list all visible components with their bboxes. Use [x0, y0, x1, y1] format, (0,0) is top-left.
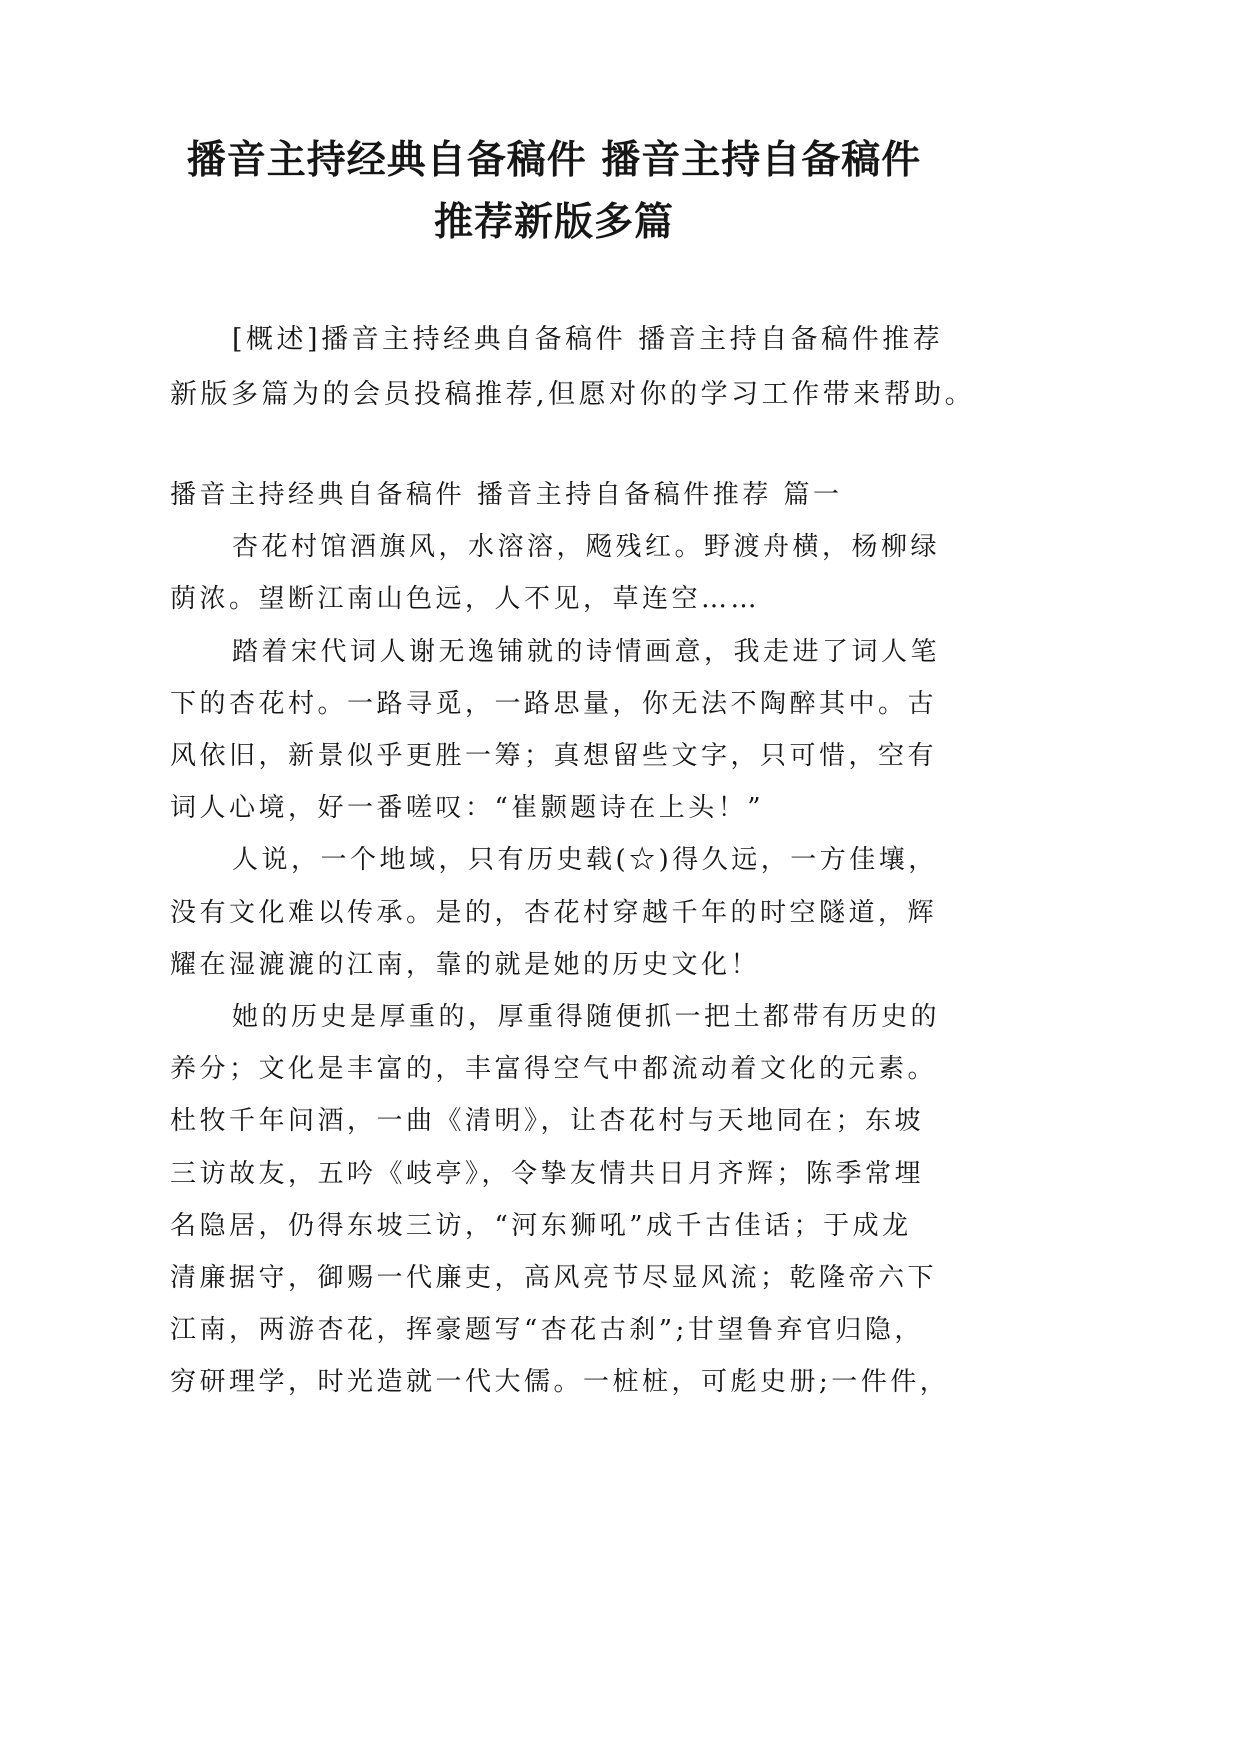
paragraph-line: 杏花村馆酒旗风，水溶溶，飏残红。野渡舟横，杨柳绿 [232, 532, 941, 563]
paragraph [170, 521, 1030, 625]
paragraph-line: 穷研理学，时光造就一代大儒。一桩桩，可彪史册;一件件， [170, 1367, 950, 1398]
paragraph-line: 清廉据守，御赐一代廉吏，高风亮节尽显风流；乾隆帝六下 [170, 1263, 938, 1294]
title-line: 播音主持经典自备稿件 播音主持自备稿件 [186, 137, 922, 183]
paragraph-line: 名隐居，仍得东坡三访，“河东狮吼”成千古佳话；于成龙 [170, 1210, 912, 1241]
summary-line: 新版多篇为的会员投稿推荐,但愿对你的学习工作带来帮助。 [170, 379, 976, 410]
document-title [0, 129, 1108, 253]
section-heading: 播音主持经典自备稿件 播音主持自备稿件推荐 篇一 [170, 480, 843, 510]
article-body [170, 469, 1030, 1409]
paragraph-line: 词人心境，好一番嗟叹：“崔颢题诗在上头！” [170, 793, 765, 824]
paragraph-line: 踏着宋代词人谢无逸铺就的诗情画意，我走进了词人笔 [232, 636, 941, 667]
summary-line: [概述]播音主持经典自备稿件 播音主持自备稿件推荐 [232, 324, 944, 355]
paragraph-line: 人说，一个地域，只有历史载(☆)得久远，一方佳壤， [232, 845, 938, 876]
paragraph-line: 风依旧，新景似乎更胜一筹；真想留些文字，只可惜，空有 [170, 741, 938, 772]
summary-paragraph [170, 312, 1030, 422]
paragraph-line: 三访故友，五吟《岐亭》，令挚友情共日月齐辉；陈季常埋 [170, 1158, 925, 1189]
paragraph [170, 626, 1030, 835]
paragraph-line: 她的历史是厚重的，厚重得随便抓一把土都带有历史的 [232, 1002, 941, 1033]
paragraph-line: 没有文化难以传承。是的，杏花村穿越千年的时空隧道，辉 [170, 897, 938, 928]
paragraph-line: 江南，两游杏花，挥豪题写“杏花古刹”;甘望鲁弃官归隐， [170, 1315, 924, 1346]
paragraph-line: 耀在湿漉漉的江南，靠的就是她的历史文化！ [170, 949, 761, 980]
paragraph-line: 养分；文化是丰富的，丰富得空气中都流动着文化的元素。 [170, 1054, 938, 1085]
paragraph [170, 991, 1030, 1409]
paragraph-line: 荫浓。望断江南山色远，人不见，草连空…… [170, 584, 761, 615]
paragraph-line: 杜牧千年问酒，一曲《清明》，让杏花村与天地同在；东坡 [170, 1106, 925, 1137]
paragraph [170, 834, 1030, 991]
paragraph-line: 下的杏花村。一路寻觅，一路思量，你无法不陶醉其中。古 [170, 688, 938, 719]
title-line: 推荐新版多篇 [433, 199, 674, 245]
